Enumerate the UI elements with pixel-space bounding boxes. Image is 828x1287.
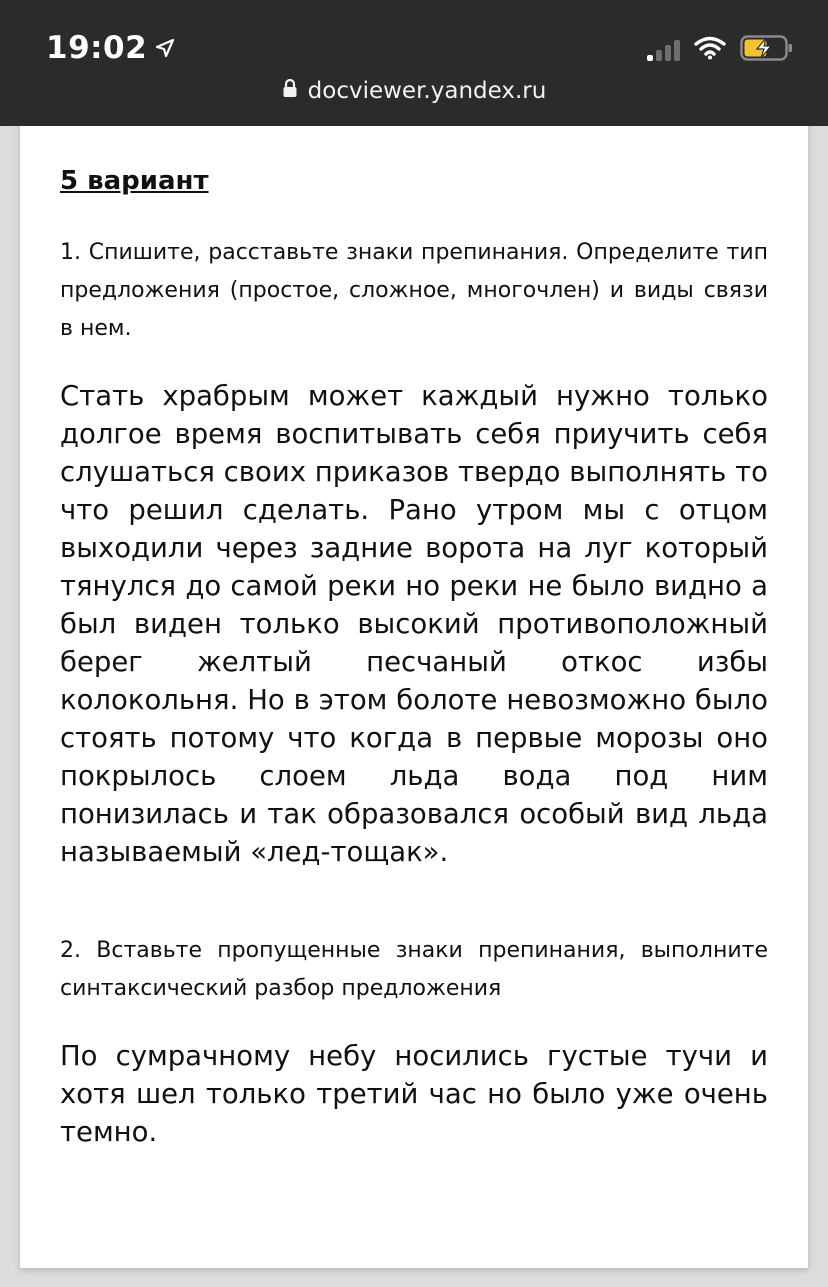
- location-arrow-icon: [155, 30, 175, 66]
- browser-top-bar: [0, 0, 828, 126]
- status-time: 19:02: [46, 30, 148, 66]
- status-icons: [647, 34, 794, 66]
- wifi-icon: [694, 36, 726, 64]
- battery-charging-icon: [740, 34, 794, 66]
- task-1-instruction: 1. Спишите, расставьте знаки препинания. Определите тип предложения (простое, сложное, многочлен) и виды связи в нем.: [60, 240, 768, 341]
- variant-heading: 5 вариант: [60, 166, 209, 196]
- url-text[interactable]: docviewer.yandex.ru: [307, 78, 547, 104]
- status-time-group: [46, 30, 175, 66]
- task-1-passage: Стать храбрым может каждый нужно только долгое время воспитывать себя приучить себя слушаться своих приказов твердо выполнять то что решил сделать. Рано утром мы с отцом выходили через задние ворота на луг который тянулся до самой реки но реки не было видно а был виден только высокий противоположный берег желтый песчаный откос избы колокольня. Но в этом болоте невозможно было стоять потому что когда в первые морозы оно покрылось слоем льда вода под ним понизилась и так образовался особый вид льда называемый «лед-тощак».: [60, 380, 768, 868]
- lock-icon: [282, 78, 298, 104]
- task-2-passage: По сумрачному небу носились густые тучи и хотя шел только третий час но было уже очень темно.: [60, 1040, 768, 1148]
- document-page[interactable]: [20, 90, 808, 1268]
- cellular-signal-icon: [647, 39, 680, 61]
- task-2-instruction: 2. Вставьте пропущенные знаки препинания, выполните синтаксический разбор предложения: [60, 938, 768, 1001]
- address-bar[interactable]: [0, 78, 828, 104]
